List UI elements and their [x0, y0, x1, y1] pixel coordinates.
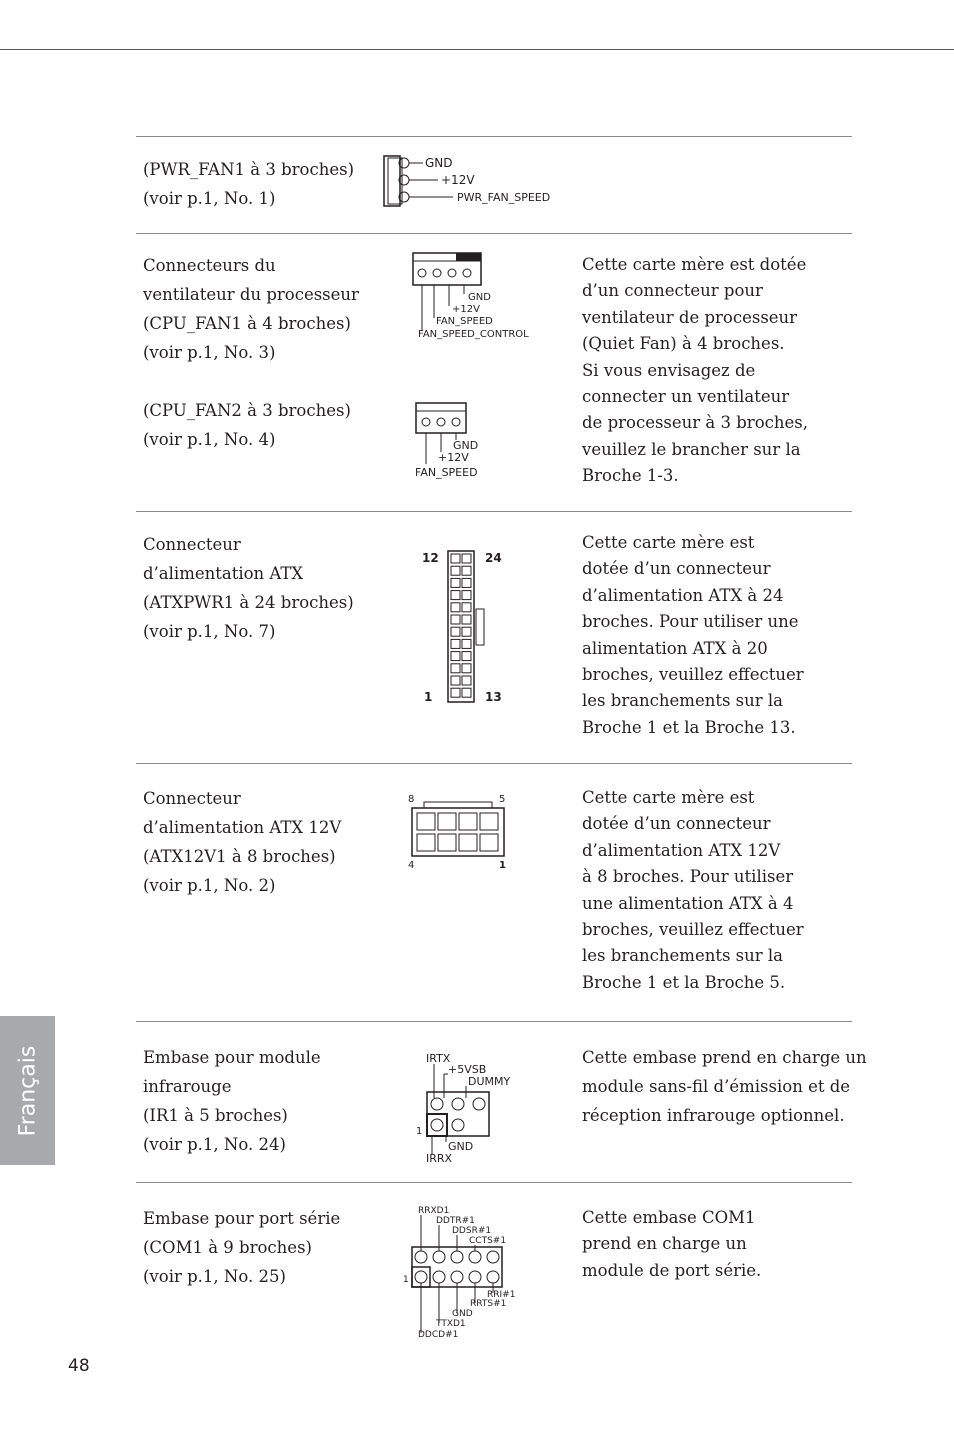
svg-text:1: 1 — [416, 1126, 423, 1137]
svg-text:5: 5 — [499, 794, 506, 805]
svg-text:DUMMY: DUMMY — [468, 1075, 511, 1088]
svg-text:RRTS#1: RRTS#1 — [470, 1299, 507, 1309]
svg-text:FAN_SPEED_CONTROL: FAN_SPEED_CONTROL — [418, 329, 529, 340]
svg-text:DDTR#1: DDTR#1 — [436, 1216, 475, 1226]
atx12v-diagram — [404, 788, 514, 872]
atxpwr-description: Connecteur d’alimentation ATX (ATXPWR1 à 24 broches) (voir p.1, No. 7) — [143, 535, 354, 641]
separator — [136, 511, 852, 512]
separator — [136, 763, 852, 764]
label-gnd: GND — [425, 156, 453, 170]
language-tab-label: Français — [15, 1045, 40, 1136]
cpu-fan-note: Cette carte mère est dotée d’un connecteur pour ventilateur de processeur (Quiet Fan) à 4 broches. Si vous envisagez de connecter un ventilateur de processeur à 3 broches, veuillez le brancher sur la Broche 1-3. — [582, 255, 808, 486]
atx12v-note: Cette carte mère est dotée d’un connecteur d’alimentation ATX 12V à 8 broches. Pour utiliser une alimentation ATX à 4 broches, veuillez effectuer les branchements sur la Broche 1 et la Broche 5. — [582, 788, 804, 992]
svg-text:12: 12 — [422, 551, 439, 565]
label-12v: +12V — [441, 173, 475, 187]
ir-description: Embase pour module infrarouge (IR1 à 5 broches) (voir p.1, No. 24) — [143, 1048, 321, 1154]
svg-text:GND: GND — [452, 1309, 473, 1319]
separator — [136, 136, 852, 137]
svg-text:24: 24 — [485, 551, 502, 565]
atxpwr-note: Cette carte mère est dotée d’un connecteur d’alimentation ATX à 24 broches. Pour utiliser une alimentation ATX à 20 broches, veuillez effectuer les branchements sur la Broche 1 et la Broche 13. — [582, 533, 804, 737]
separator — [136, 1182, 852, 1183]
svg-text:IRTX: IRTX — [426, 1052, 451, 1065]
label-pwr-fan-speed: PWR_FAN_SPEED — [457, 191, 551, 204]
svg-text:1: 1 — [424, 690, 433, 704]
ir-diagram — [414, 1050, 520, 1168]
svg-text:GND: GND — [468, 292, 491, 303]
svg-text:FAN_SPEED: FAN_SPEED — [415, 466, 478, 479]
svg-text:+12V: +12V — [438, 451, 469, 464]
ir-note: Cette embase prend en charge un module sans-fil d’émission et de réception infrarouge optionnel. — [582, 1048, 867, 1125]
svg-text:+5VSB: +5VSB — [448, 1063, 487, 1076]
com-diagram — [400, 1203, 518, 1343]
svg-text:FAN_SPEED: FAN_SPEED — [436, 316, 493, 327]
separator — [136, 1021, 852, 1022]
svg-text:1: 1 — [499, 860, 506, 871]
language-tab — [0, 1016, 55, 1165]
com-note: Cette embase COM1 prend en charge un module de port série. — [582, 1208, 762, 1280]
svg-text:GND: GND — [453, 439, 479, 452]
separator — [136, 233, 852, 234]
atxpwr-diagram — [418, 546, 508, 708]
top-rule — [0, 49, 954, 50]
svg-text:RRXD1: RRXD1 — [418, 1206, 450, 1216]
svg-text:GND: GND — [448, 1140, 474, 1153]
svg-text:+12V: +12V — [452, 304, 480, 315]
pwr-fan-diagram — [383, 155, 563, 209]
cpu-fan1-diagram — [412, 252, 542, 342]
svg-text:1: 1 — [403, 1275, 409, 1285]
page-number: 48 — [68, 1356, 90, 1376]
svg-text:IRRX: IRRX — [426, 1152, 453, 1165]
svg-text:TTXD1: TTXD1 — [436, 1319, 466, 1329]
cpu-fan-description: Connecteurs du ventilateur du processeur (CPU_FAN1 à 4 broches) (voir p.1, No. 3) (CPU_FAN2 à 3 broches) (voir p.1, No. 4) — [143, 256, 359, 449]
cpu-fan2-diagram — [413, 402, 513, 482]
svg-text:DDCD#1: DDCD#1 — [418, 1330, 459, 1340]
svg-text:CCTS#1: CCTS#1 — [469, 1236, 507, 1246]
svg-text:DDSR#1: DDSR#1 — [452, 1226, 492, 1236]
pwr-fan-description: (PWR_FAN1 à 3 broches) (voir p.1, No. 1) — [143, 160, 355, 208]
svg-text:4: 4 — [408, 860, 415, 871]
svg-text:13: 13 — [485, 690, 502, 704]
svg-text:RRI#1: RRI#1 — [487, 1290, 516, 1300]
svg-text:8: 8 — [408, 794, 415, 805]
com-description: Embase pour port série (COM1 à 9 broches) (voir p.1, No. 25) — [143, 1209, 341, 1286]
atx12v-description: Connecteur d’alimentation ATX 12V (ATX12V1 à 8 broches) (voir p.1, No. 2) — [143, 789, 342, 895]
